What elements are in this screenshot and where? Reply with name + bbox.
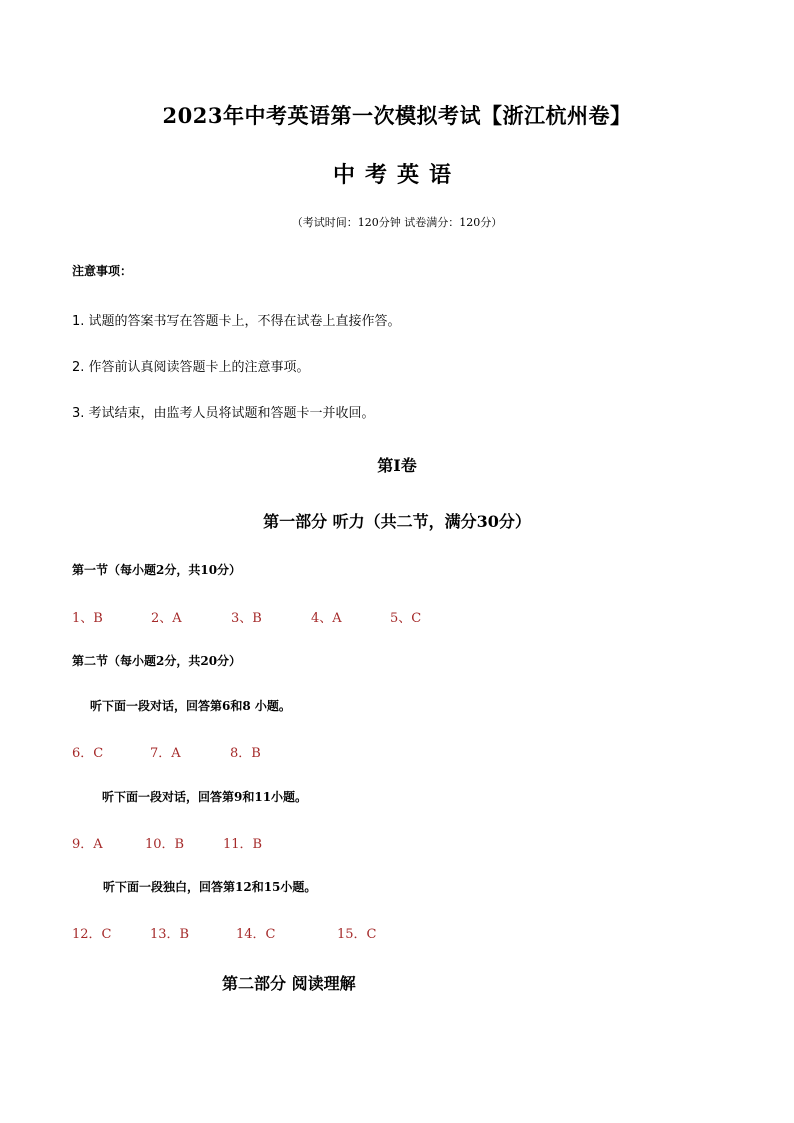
answer-item: 7．A	[150, 746, 181, 761]
group-instruction: 听下面一段独白，回答第12和15小题。	[103, 880, 317, 894]
part2-title: 第二部分 阅读理解	[222, 974, 356, 993]
section1-heading: 第一节（每小题2分，共10分）	[72, 563, 242, 577]
answer-item: 13．B	[150, 927, 190, 942]
answer-item: 9．A	[72, 837, 103, 852]
section2-heading: 第二节（每小题2分，共20分）	[72, 654, 242, 668]
note-item: 1. 试题的答案书写在答题卡上，不得在试卷上直接作答。	[72, 314, 401, 329]
answer-item: 1、B	[72, 611, 103, 626]
answer-item: 2、A	[151, 611, 182, 626]
answer-item: 15．C	[337, 927, 377, 942]
volume-title: 第I卷	[377, 456, 417, 475]
document-title: 2023年中考英语第一次模拟考试【浙江杭州卷】	[162, 103, 632, 128]
answer-item: 6．C	[72, 746, 104, 761]
document-subtitle: 中考英语	[332, 162, 461, 188]
note-item: 3. 考试结束，由监考人员将试题和答题卡一并收回。	[72, 406, 375, 421]
answer-item: 14．C	[236, 927, 276, 942]
answer-item: 11．B	[223, 837, 263, 852]
group-instruction: 听下面一段对话，回答第9和11小题。	[102, 790, 308, 804]
exam-info: （考试时间：120分钟 试卷满分：120分）	[291, 216, 503, 229]
note-item: 2. 作答前认真阅读答题卡上的注意事项。	[72, 360, 310, 375]
answer-item: 12．C	[72, 927, 112, 942]
answer-item: 5、C	[390, 611, 422, 626]
answer-item: 10．B	[145, 837, 185, 852]
group-instruction: 听下面一段对话，回答第6和8 小题。	[90, 699, 291, 713]
answer-item: 4、A	[311, 611, 342, 626]
answer-item: 8．B	[230, 746, 261, 761]
part1-title: 第一部分 听力（共二节，满分30分）	[263, 512, 531, 531]
notes-heading: 注意事项：	[72, 264, 133, 278]
answer-item: 3、B	[231, 611, 262, 626]
